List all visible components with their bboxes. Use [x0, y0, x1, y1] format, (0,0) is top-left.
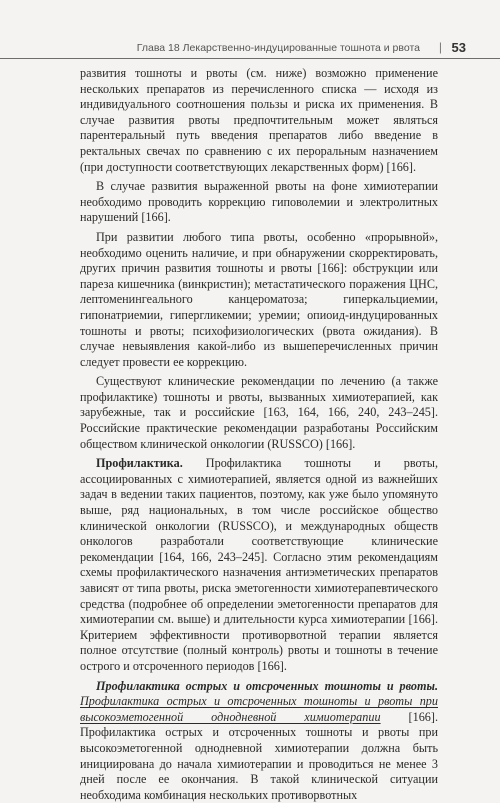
paragraph-prophylaxis	[80, 456, 438, 674]
paragraph-guidelines: Существуют клинические рекомендации по лечению (а также профилактике) тошноты и рвоты, вызванных химиотерапией, как зарубежные, так и российские [163, 164, 166, 240, 243–245]. Российские практические рекомендации разработаны Российским обществом клинической онкологии (RUSSCO) [166].	[80, 374, 438, 451]
paragraph-continuation: развития тошноты и рвоты (см. ниже) возможно применение нескольких препаратов из перечисленного списка — исходя из индивидуального соотношения пользы и риска их применения. В случае развития рвоты предпочтительным может являться парентеральный путь введения препаратов либо введение в ректальных свечах по сравнению с их пероральным назначением (при доступности соответствующих лекарственных форм) [166].	[80, 66, 438, 174]
acute-delayed-heading: Профилактика острых и отсроченных тошноты и рвоты.	[96, 678, 438, 693]
running-header	[0, 38, 500, 64]
page-body	[80, 66, 438, 803]
prophylaxis-text: Профилактика тошноты и рвоты, ассоциированных с химиотерапией, является одной из важнейших задач в ведении таких пациентов, поэтому, как уже было упомянуто выше, ряд национальных, в том числе российское общество клинической онкологии (RUSSCO), и международных обществ онкологов разработали соответствующие клинические рекомендации [164, 166, 243–245]. Согласно этим рекомендациям схемы профилактического назначения антиэметических препаратов зависят от типа рвоты, риска эметогенности химиотерапевтического средства (подробнее об определении эметогенности препаратов для химиотерапии см. выше) и длительности курса химиотерапии [166]. Критерием эффективности противорвотной терапии является полное отсутствие (полный контроль) рвоты и тошноты в течение острого и отсроченного периодов [166].	[80, 456, 438, 673]
acute-delayed-subheading: Профилактика острых и отсроченных тошноты и рвоты при высокоэметогенной однодневной химиотерапии	[80, 694, 438, 724]
paragraph-vomiting-correction: В случае развития выраженной рвоты на фоне химиотерапии необходимо проводить коррекцию гиповолемии и электролитных нарушений [166].	[80, 179, 438, 225]
paragraph-acute-delayed	[80, 679, 438, 803]
header-rule	[0, 58, 500, 59]
running-title: Глава 18 Лекарственно-индуцированные тошнота и рвота	[136, 42, 420, 54]
header-separator: |	[438, 40, 442, 54]
page-number: 53	[451, 40, 466, 55]
acute-delayed-text: [166]. Профилактика острых и отсроченных тошноты и рвоты при высокоэметогенной однодневной химиотерапии должна быть инициирована до начала химиотерапии и проводиться не менее 3 дней после ее окончания. В такой клинической ситуации необходима комбинация нескольких противорвотных	[80, 709, 439, 802]
paragraph-breakthrough-vomiting: При развитии любого типа рвоты, особенно «прорывной», необходимо оценить наличие, и при обнаружении скорректировать, других причин развития тошноты и рвоты [166]: обструкции или пареза кишечника (винкристин); метастатического поражения ЦНС, лептоменингеального канцероматоза; гиперкальциемии, гипонатриемии, гипергликемии; уремии; опиоид-индуцированных тошноты и рвоты; психофизиологических (рвота ожидания). В случае невыявления какой-либо из вышеперечисленных причин следует провести ее коррекцию.	[80, 229, 438, 369]
prophylaxis-heading: Профилактика.	[96, 456, 183, 471]
